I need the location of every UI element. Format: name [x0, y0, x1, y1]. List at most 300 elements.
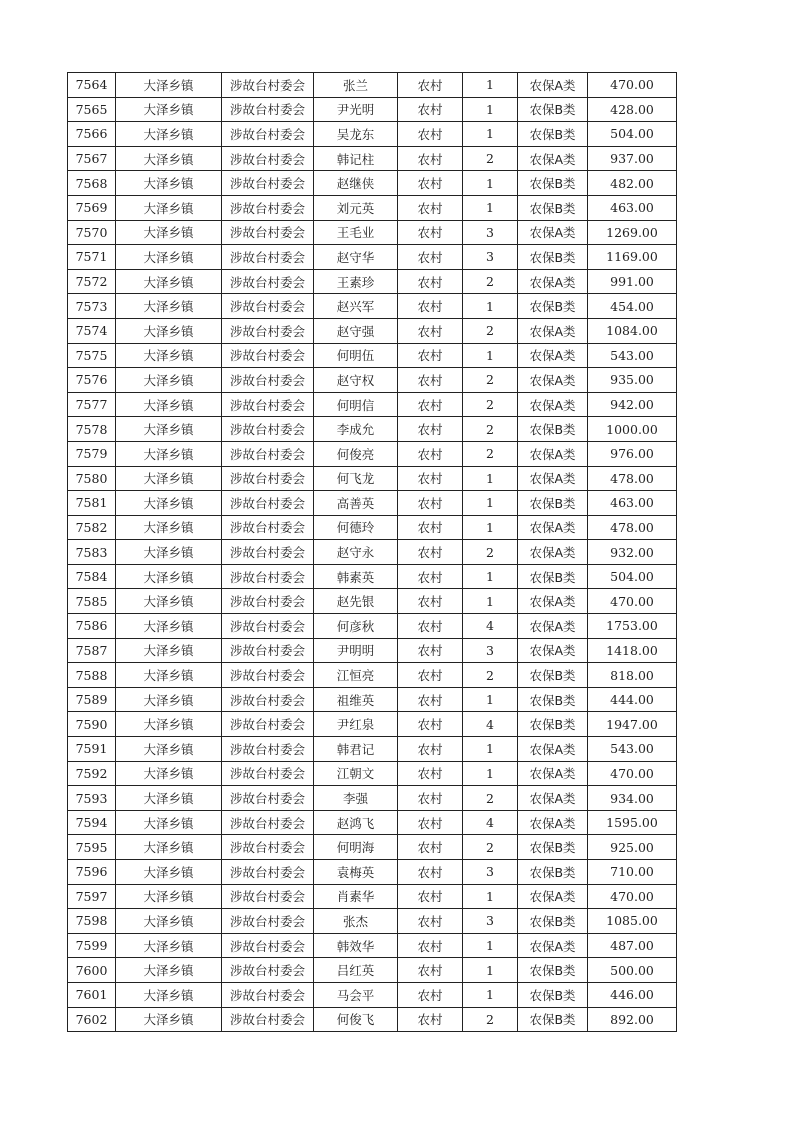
cell-name: 袁梅英 [314, 860, 398, 885]
cell-count: 1 [463, 589, 518, 614]
cell-area: 农村 [398, 368, 463, 393]
cell-category: 农保A类 [518, 368, 588, 393]
table-row [68, 220, 677, 245]
cell-serial: 7596 [68, 860, 116, 885]
cell-count: 2 [463, 417, 518, 442]
cell-village: 涉故台村委会 [222, 909, 314, 934]
table-row [68, 589, 677, 614]
table-row [68, 1007, 677, 1032]
cell-serial: 7598 [68, 909, 116, 934]
cell-serial: 7601 [68, 982, 116, 1007]
cell-category: 农保A类 [518, 392, 588, 417]
cell-town: 大泽乡镇 [116, 171, 222, 196]
table-row [68, 638, 677, 663]
cell-area: 农村 [398, 122, 463, 147]
table-row [68, 417, 677, 442]
cell-category: 农保B类 [518, 171, 588, 196]
table-row [68, 441, 677, 466]
cell-serial: 7590 [68, 712, 116, 737]
cell-area: 农村 [398, 1007, 463, 1032]
cell-count: 1 [463, 97, 518, 122]
table-row [68, 909, 677, 934]
cell-amount: 478.00 [588, 515, 677, 540]
cell-town: 大泽乡镇 [116, 318, 222, 343]
cell-name: 吴龙东 [314, 122, 398, 147]
cell-amount: 1169.00 [588, 245, 677, 270]
cell-count: 3 [463, 860, 518, 885]
cell-amount: 1000.00 [588, 417, 677, 442]
cell-amount: 934.00 [588, 786, 677, 811]
cell-category: 农保A类 [518, 269, 588, 294]
cell-category: 农保B类 [518, 835, 588, 860]
table-row [68, 122, 677, 147]
cell-serial: 7578 [68, 417, 116, 442]
cell-town: 大泽乡镇 [116, 392, 222, 417]
cell-village: 涉故台村委会 [222, 712, 314, 737]
cell-amount: 482.00 [588, 171, 677, 196]
table-row [68, 343, 677, 368]
cell-amount: 892.00 [588, 1007, 677, 1032]
cell-amount: 500.00 [588, 958, 677, 983]
cell-town: 大泽乡镇 [116, 97, 222, 122]
cell-town: 大泽乡镇 [116, 73, 222, 98]
cell-amount: 1753.00 [588, 614, 677, 639]
cell-serial: 7572 [68, 269, 116, 294]
cell-village: 涉故台村委会 [222, 97, 314, 122]
cell-village: 涉故台村委会 [222, 589, 314, 614]
cell-name: 赵鸿飞 [314, 810, 398, 835]
cell-amount: 487.00 [588, 933, 677, 958]
cell-village: 涉故台村委会 [222, 245, 314, 270]
cell-town: 大泽乡镇 [116, 466, 222, 491]
cell-category: 农保A类 [518, 515, 588, 540]
cell-serial: 7600 [68, 958, 116, 983]
cell-amount: 463.00 [588, 195, 677, 220]
cell-village: 涉故台村委会 [222, 786, 314, 811]
cell-name: 何彦秋 [314, 614, 398, 639]
cell-area: 农村 [398, 933, 463, 958]
cell-village: 涉故台村委会 [222, 884, 314, 909]
cell-area: 农村 [398, 982, 463, 1007]
cell-area: 农村 [398, 564, 463, 589]
cell-amount: 935.00 [588, 368, 677, 393]
cell-town: 大泽乡镇 [116, 368, 222, 393]
cell-village: 涉故台村委会 [222, 761, 314, 786]
cell-amount: 428.00 [588, 97, 677, 122]
cell-town: 大泽乡镇 [116, 491, 222, 516]
table-row [68, 761, 677, 786]
cell-category: 农保A类 [518, 614, 588, 639]
cell-serial: 7575 [68, 343, 116, 368]
cell-town: 大泽乡镇 [116, 269, 222, 294]
cell-category: 农保B类 [518, 663, 588, 688]
cell-amount: 991.00 [588, 269, 677, 294]
cell-serial: 7569 [68, 195, 116, 220]
cell-category: 农保B类 [518, 958, 588, 983]
cell-name: 尹红泉 [314, 712, 398, 737]
cell-name: 王毛业 [314, 220, 398, 245]
cell-area: 农村 [398, 220, 463, 245]
cell-category: 农保A类 [518, 589, 588, 614]
table-row [68, 146, 677, 171]
cell-area: 农村 [398, 73, 463, 98]
cell-village: 涉故台村委会 [222, 466, 314, 491]
cell-amount: 1947.00 [588, 712, 677, 737]
cell-town: 大泽乡镇 [116, 835, 222, 860]
cell-name: 何俊飞 [314, 1007, 398, 1032]
cell-village: 涉故台村委会 [222, 318, 314, 343]
cell-town: 大泽乡镇 [116, 786, 222, 811]
cell-area: 农村 [398, 146, 463, 171]
cell-name: 何飞龙 [314, 466, 398, 491]
cell-count: 1 [463, 958, 518, 983]
cell-area: 农村 [398, 171, 463, 196]
table-row [68, 269, 677, 294]
cell-village: 涉故台村委会 [222, 860, 314, 885]
cell-area: 农村 [398, 860, 463, 885]
cell-town: 大泽乡镇 [116, 663, 222, 688]
cell-serial: 7582 [68, 515, 116, 540]
cell-amount: 1595.00 [588, 810, 677, 835]
cell-town: 大泽乡镇 [116, 638, 222, 663]
cell-name: 何俊亮 [314, 441, 398, 466]
cell-serial: 7573 [68, 294, 116, 319]
cell-amount: 1418.00 [588, 638, 677, 663]
table-row [68, 884, 677, 909]
cell-serial: 7568 [68, 171, 116, 196]
cell-amount: 504.00 [588, 564, 677, 589]
cell-name: 何德玲 [314, 515, 398, 540]
cell-count: 3 [463, 220, 518, 245]
cell-village: 涉故台村委会 [222, 958, 314, 983]
table-row [68, 318, 677, 343]
cell-area: 农村 [398, 97, 463, 122]
cell-name: 祖维英 [314, 687, 398, 712]
cell-amount: 976.00 [588, 441, 677, 466]
cell-town: 大泽乡镇 [116, 564, 222, 589]
cell-town: 大泽乡镇 [116, 1007, 222, 1032]
cell-name: 吕红英 [314, 958, 398, 983]
cell-village: 涉故台村委会 [222, 810, 314, 835]
cell-town: 大泽乡镇 [116, 343, 222, 368]
cell-count: 1 [463, 933, 518, 958]
cell-name: 何明海 [314, 835, 398, 860]
cell-count: 1 [463, 122, 518, 147]
cell-category: 农保A类 [518, 466, 588, 491]
cell-town: 大泽乡镇 [116, 195, 222, 220]
cell-village: 涉故台村委会 [222, 933, 314, 958]
cell-name: 李成允 [314, 417, 398, 442]
cell-count: 2 [463, 835, 518, 860]
cell-count: 4 [463, 712, 518, 737]
cell-count: 1 [463, 687, 518, 712]
cell-area: 农村 [398, 515, 463, 540]
cell-serial: 7579 [68, 441, 116, 466]
cell-count: 1 [463, 294, 518, 319]
cell-area: 农村 [398, 786, 463, 811]
cell-category: 农保B类 [518, 195, 588, 220]
table-row [68, 687, 677, 712]
cell-count: 1 [463, 564, 518, 589]
cell-serial: 7585 [68, 589, 116, 614]
cell-serial: 7574 [68, 318, 116, 343]
cell-category: 农保B类 [518, 564, 588, 589]
table-row [68, 392, 677, 417]
cell-village: 涉故台村委会 [222, 663, 314, 688]
cell-area: 农村 [398, 269, 463, 294]
cell-town: 大泽乡镇 [116, 589, 222, 614]
cell-amount: 444.00 [588, 687, 677, 712]
cell-serial: 7571 [68, 245, 116, 270]
cell-name: 赵守强 [314, 318, 398, 343]
cell-name: 张兰 [314, 73, 398, 98]
cell-category: 农保A类 [518, 737, 588, 762]
cell-town: 大泽乡镇 [116, 958, 222, 983]
cell-name: 赵守华 [314, 245, 398, 270]
cell-serial: 7597 [68, 884, 116, 909]
table-row [68, 466, 677, 491]
cell-area: 农村 [398, 491, 463, 516]
cell-count: 2 [463, 269, 518, 294]
cell-name: 肖素华 [314, 884, 398, 909]
cell-category: 农保A类 [518, 146, 588, 171]
table-row [68, 860, 677, 885]
cell-town: 大泽乡镇 [116, 515, 222, 540]
cell-area: 农村 [398, 417, 463, 442]
cell-serial: 7583 [68, 540, 116, 565]
cell-name: 尹光明 [314, 97, 398, 122]
cell-town: 大泽乡镇 [116, 146, 222, 171]
cell-category: 农保B类 [518, 982, 588, 1007]
cell-category: 农保B类 [518, 687, 588, 712]
cell-area: 农村 [398, 392, 463, 417]
cell-area: 农村 [398, 835, 463, 860]
cell-village: 涉故台村委会 [222, 368, 314, 393]
cell-serial: 7565 [68, 97, 116, 122]
cell-count: 2 [463, 441, 518, 466]
cell-category: 农保A类 [518, 638, 588, 663]
cell-category: 农保B类 [518, 909, 588, 934]
cell-amount: 446.00 [588, 982, 677, 1007]
cell-village: 涉故台村委会 [222, 491, 314, 516]
cell-area: 农村 [398, 245, 463, 270]
table-row [68, 245, 677, 270]
cell-area: 农村 [398, 294, 463, 319]
cell-count: 2 [463, 663, 518, 688]
cell-serial: 7580 [68, 466, 116, 491]
cell-count: 1 [463, 195, 518, 220]
cell-name: 韩君记 [314, 737, 398, 762]
cell-area: 农村 [398, 761, 463, 786]
cell-area: 农村 [398, 737, 463, 762]
cell-village: 涉故台村委会 [222, 146, 314, 171]
table-row [68, 97, 677, 122]
cell-serial: 7599 [68, 933, 116, 958]
cell-amount: 543.00 [588, 343, 677, 368]
cell-name: 赵先银 [314, 589, 398, 614]
table-row [68, 294, 677, 319]
cell-amount: 504.00 [588, 122, 677, 147]
cell-amount: 543.00 [588, 737, 677, 762]
cell-category: 农保B类 [518, 122, 588, 147]
cell-amount: 470.00 [588, 884, 677, 909]
cell-name: 何明伍 [314, 343, 398, 368]
cell-serial: 7581 [68, 491, 116, 516]
cell-name: 韩素英 [314, 564, 398, 589]
cell-count: 1 [463, 884, 518, 909]
cell-category: 农保A类 [518, 884, 588, 909]
cell-amount: 463.00 [588, 491, 677, 516]
cell-area: 农村 [398, 909, 463, 934]
cell-amount: 470.00 [588, 73, 677, 98]
cell-village: 涉故台村委会 [222, 638, 314, 663]
cell-town: 大泽乡镇 [116, 687, 222, 712]
cell-count: 4 [463, 614, 518, 639]
cell-village: 涉故台村委会 [222, 614, 314, 639]
cell-village: 涉故台村委会 [222, 417, 314, 442]
table-row [68, 540, 677, 565]
table-row [68, 933, 677, 958]
table-row [68, 835, 677, 860]
cell-name: 张杰 [314, 909, 398, 934]
cell-town: 大泽乡镇 [116, 860, 222, 885]
table-row [68, 712, 677, 737]
cell-count: 2 [463, 318, 518, 343]
cell-category: 农保B类 [518, 294, 588, 319]
cell-amount: 454.00 [588, 294, 677, 319]
cell-category: 农保B类 [518, 491, 588, 516]
cell-area: 农村 [398, 712, 463, 737]
cell-count: 2 [463, 368, 518, 393]
cell-village: 涉故台村委会 [222, 515, 314, 540]
cell-village: 涉故台村委会 [222, 835, 314, 860]
cell-village: 涉故台村委会 [222, 564, 314, 589]
cell-area: 农村 [398, 638, 463, 663]
cell-count: 1 [463, 515, 518, 540]
cell-town: 大泽乡镇 [116, 761, 222, 786]
table-row [68, 564, 677, 589]
cell-amount: 1269.00 [588, 220, 677, 245]
cell-town: 大泽乡镇 [116, 737, 222, 762]
cell-category: 农保B类 [518, 860, 588, 885]
table-row [68, 491, 677, 516]
cell-count: 2 [463, 540, 518, 565]
cell-serial: 7592 [68, 761, 116, 786]
cell-area: 农村 [398, 318, 463, 343]
cell-category: 农保A类 [518, 220, 588, 245]
cell-village: 涉故台村委会 [222, 737, 314, 762]
cell-category: 农保A类 [518, 540, 588, 565]
data-table [67, 72, 677, 1032]
cell-category: 农保A类 [518, 933, 588, 958]
cell-amount: 470.00 [588, 589, 677, 614]
cell-area: 农村 [398, 441, 463, 466]
cell-category: 农保A类 [518, 761, 588, 786]
cell-serial: 7587 [68, 638, 116, 663]
cell-name: 马会平 [314, 982, 398, 1007]
cell-area: 农村 [398, 687, 463, 712]
cell-village: 涉故台村委会 [222, 220, 314, 245]
cell-town: 大泽乡镇 [116, 220, 222, 245]
cell-town: 大泽乡镇 [116, 884, 222, 909]
cell-name: 赵守权 [314, 368, 398, 393]
cell-amount: 1084.00 [588, 318, 677, 343]
cell-village: 涉故台村委会 [222, 982, 314, 1007]
cell-town: 大泽乡镇 [116, 712, 222, 737]
cell-category: 农保A类 [518, 343, 588, 368]
cell-count: 3 [463, 909, 518, 934]
cell-town: 大泽乡镇 [116, 540, 222, 565]
cell-serial: 7594 [68, 810, 116, 835]
cell-town: 大泽乡镇 [116, 294, 222, 319]
cell-serial: 7602 [68, 1007, 116, 1032]
cell-amount: 710.00 [588, 860, 677, 885]
cell-name: 刘元英 [314, 195, 398, 220]
cell-village: 涉故台村委会 [222, 171, 314, 196]
table-row [68, 73, 677, 98]
cell-serial: 7570 [68, 220, 116, 245]
cell-count: 3 [463, 245, 518, 270]
table-row [68, 663, 677, 688]
table-row [68, 171, 677, 196]
cell-amount: 1085.00 [588, 909, 677, 934]
cell-count: 1 [463, 491, 518, 516]
cell-category: 农保B类 [518, 712, 588, 737]
cell-serial: 7586 [68, 614, 116, 639]
cell-village: 涉故台村委会 [222, 269, 314, 294]
cell-count: 1 [463, 761, 518, 786]
cell-name: 江恒亮 [314, 663, 398, 688]
cell-name: 王素珍 [314, 269, 398, 294]
cell-count: 1 [463, 737, 518, 762]
cell-serial: 7567 [68, 146, 116, 171]
cell-name: 何明信 [314, 392, 398, 417]
cell-serial: 7588 [68, 663, 116, 688]
cell-village: 涉故台村委会 [222, 441, 314, 466]
cell-area: 农村 [398, 958, 463, 983]
cell-village: 涉故台村委会 [222, 294, 314, 319]
cell-town: 大泽乡镇 [116, 122, 222, 147]
cell-name: 赵兴军 [314, 294, 398, 319]
cell-town: 大泽乡镇 [116, 417, 222, 442]
cell-category: 农保B类 [518, 417, 588, 442]
cell-amount: 942.00 [588, 392, 677, 417]
cell-amount: 818.00 [588, 663, 677, 688]
cell-count: 2 [463, 1007, 518, 1032]
cell-town: 大泽乡镇 [116, 441, 222, 466]
cell-area: 农村 [398, 589, 463, 614]
cell-village: 涉故台村委会 [222, 1007, 314, 1032]
cell-name: 赵守永 [314, 540, 398, 565]
table-row [68, 195, 677, 220]
table-row [68, 614, 677, 639]
table-row [68, 810, 677, 835]
cell-amount: 478.00 [588, 466, 677, 491]
cell-village: 涉故台村委会 [222, 195, 314, 220]
cell-name: 李强 [314, 786, 398, 811]
cell-town: 大泽乡镇 [116, 982, 222, 1007]
cell-name: 高善英 [314, 491, 398, 516]
table-row [68, 958, 677, 983]
cell-category: 农保A类 [518, 318, 588, 343]
cell-village: 涉故台村委会 [222, 687, 314, 712]
cell-area: 农村 [398, 810, 463, 835]
cell-town: 大泽乡镇 [116, 614, 222, 639]
cell-count: 3 [463, 638, 518, 663]
cell-serial: 7564 [68, 73, 116, 98]
table-row [68, 786, 677, 811]
cell-count: 1 [463, 466, 518, 491]
